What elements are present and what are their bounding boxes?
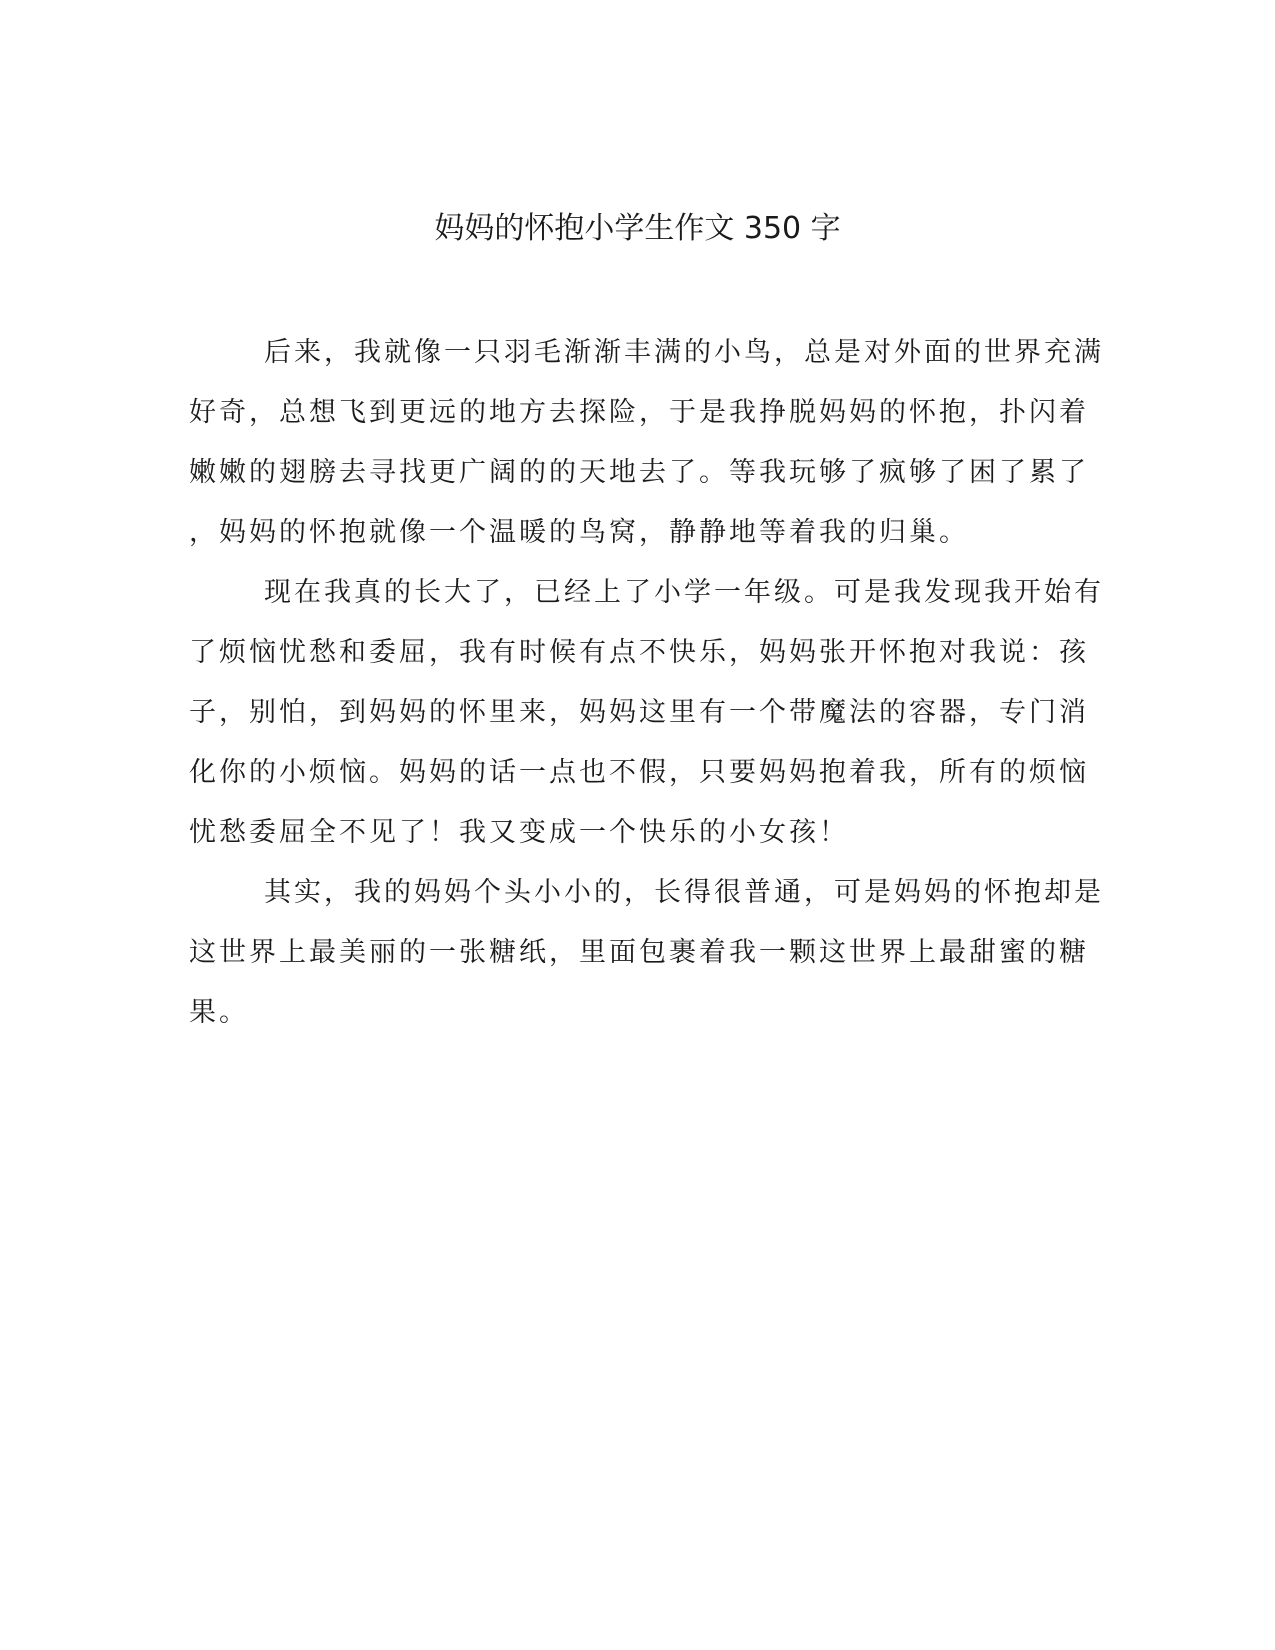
paragraph-1 [189, 328, 1104, 568]
paragraph-line: 其实，我的妈妈个头小小的，长得很普通，可是妈妈的怀抱却是 [264, 877, 1104, 908]
paragraph-line: 子，别怕，到妈妈的怀里来，妈妈这里有一个带魔法的容器，专门消 [189, 697, 1089, 728]
paragraph-line: 化你的小烦恼。妈妈的话一点也不假，只要妈妈抱着我，所有的烦恼 [189, 757, 1089, 788]
document-title: 妈妈的怀抱小学生作文 350 字 [434, 211, 841, 246]
paragraph-3 [189, 868, 1104, 1048]
paragraph-line: 现在我真的长大了，已经上了小学一年级。可是我发现我开始有 [264, 577, 1104, 608]
document-body [189, 328, 1104, 1048]
paragraph-line: ，妈妈的怀抱就像一个温暖的鸟窝，静静地等着我的归巢。 [189, 517, 969, 548]
paragraph-line: 嫩嫩的翅膀去寻找更广阔的的天地去了。等我玩够了疯够了困了累了 [189, 457, 1089, 488]
paragraph-line: 好奇，总想飞到更远的地方去探险，于是我挣脱妈妈的怀抱，扑闪着 [189, 397, 1089, 428]
paragraph-line: 后来，我就像一只羽毛渐渐丰满的小鸟，总是对外面的世界充满 [264, 337, 1104, 368]
paragraph-line: 了烦恼忧愁和委屈，我有时候有点不快乐，妈妈张开怀抱对我说：孩 [189, 637, 1089, 668]
paragraph-2 [189, 568, 1104, 868]
paragraph-line: 果。 [189, 997, 249, 1028]
paragraph-line: 忧愁委屈全不见了！我又变成一个快乐的小女孩！ [189, 817, 849, 848]
paragraph-line: 这世界上最美丽的一张糖纸，里面包裹着我一颗这世界上最甜蜜的糖 [189, 937, 1089, 968]
